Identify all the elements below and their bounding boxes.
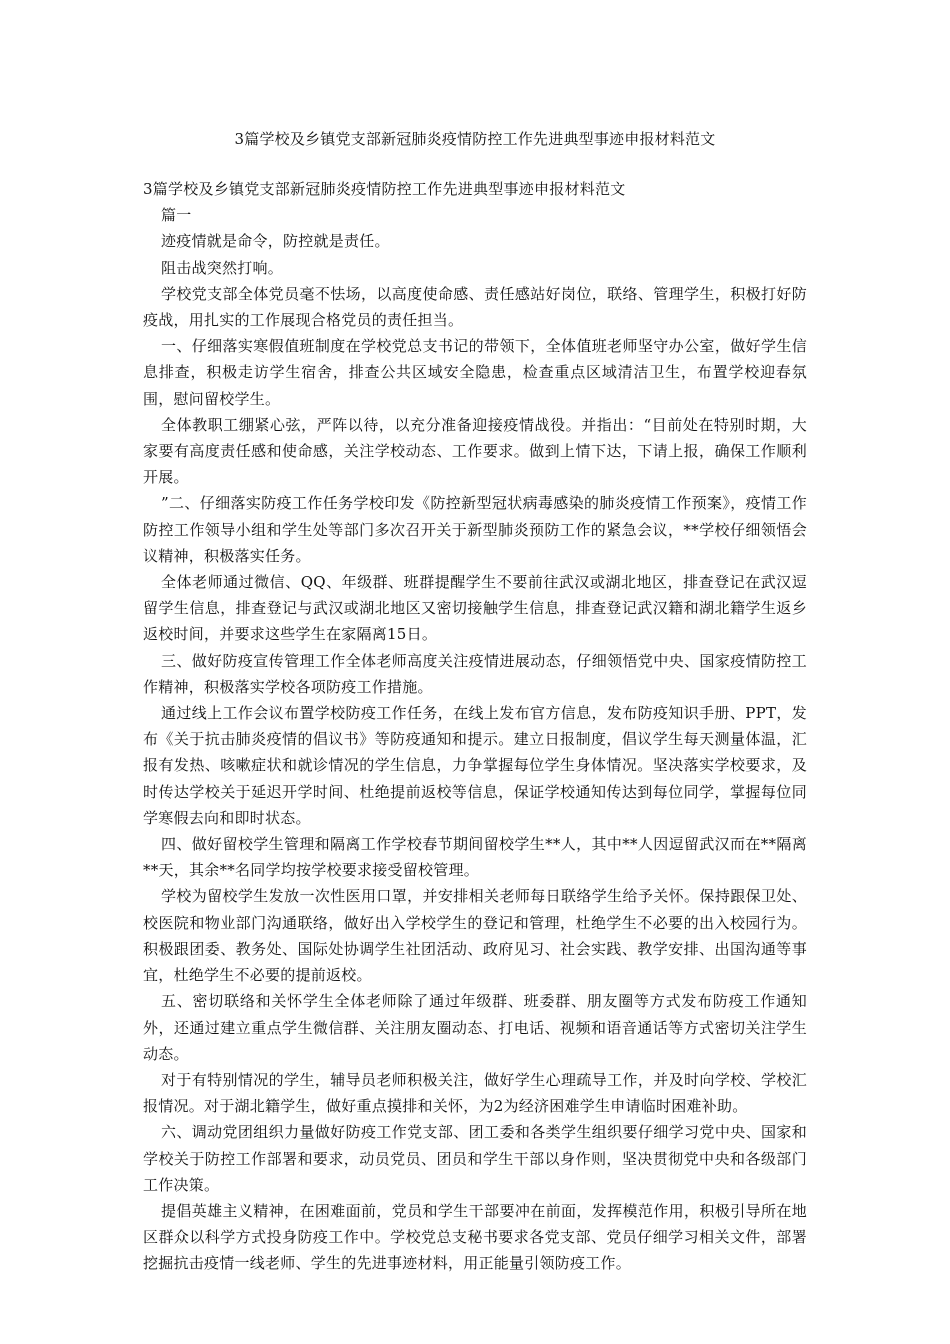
paragraph: 四、做好留校学生管理和隔离工作学校春节期间留校学生**人，其中**人因逗留武汉而在**隔离**天，其余**名同学均按学校要求接受留校管理。 bbox=[143, 835, 807, 880]
paragraph: 一、仔细落实寒假值班制度在学校党总支书记的带领下，全体值班老师坚守办公室，做好学生信息排查，积极走访学生宿舍，排查公共区域安全隐患，检查重点区域清洁卫生，布置学校迎春氛围，慰问留校学生。 bbox=[143, 337, 807, 408]
paragraph: 六、调动党团组织力量做好防疫工作党支部、团工委和各类学生组织要仔细学习党中央、国家和学校关于防控工作部署和要求，动员党员、团员和学生干部以身作则，坚决贯彻党中央和各级部门工作决策。 bbox=[143, 1123, 807, 1194]
paragraph: 迹疫情就是命令，防控就是责任。 bbox=[161, 232, 390, 251]
paragraph: 通过线上工作会议布置学校防疫工作任务，在线上发布官方信息，发布防疫知识手册、PPT，发布《关于抗击肺炎疫情的倡议书》等防疫通知和提示。建立日报制度，倡议学生每天测量体温，汇报有发热、咳嗽症状和就诊情况的学生信息，力争掌握每位学生身体情况。坚决落实学校要求，及时传达学校关于延迟开学时间、杜绝提前返校等信息，保证学校通知传达到每位同学，掌握每位同学寒假去向和即时状态。 bbox=[143, 704, 807, 827]
document-title: 3篇学校及乡镇党支部新冠肺炎疫情防控工作先进典型事迹申报材料范文 bbox=[234, 130, 716, 148]
document-body bbox=[143, 176, 807, 1277]
paragraph: 对于有特别情况的学生，辅导员老师积极关注，做好学生心理疏导工作，并及时向学校、学校汇报情况。对于湖北籍学生，做好重点摸排和关怀，为2为经济困难学生申请临时困难补助。 bbox=[143, 1070, 807, 1116]
paragraph: ”二、仔细落实防疫工作任务学校印发《防控新型冠状病毒感染的肺炎疫情工作预案》，疫情工作防控工作领导小组和学生处等部门多次召开关于新型肺炎预防工作的紧急会议，**学校仔细领悟会议精神，积极落实任务。 bbox=[143, 494, 807, 565]
paragraph: 阻击战突然打响。 bbox=[161, 258, 284, 277]
paragraph: 五、密切联络和关怀学生全体老师除了通过年级群、班委群、朋友圈等方式发布防疫工作通知外，还通过建立重点学生微信群、关注朋友圈动态、打电话、视频和语音通话等方式密切关注学生动态。 bbox=[143, 992, 807, 1063]
document-subtitle: 3篇学校及乡镇党支部新冠肺炎疫情防控工作先进典型事迹申报材料范文 bbox=[143, 180, 626, 198]
paragraph: 全体教职工绷紧心弦，严阵以待，以充分准备迎接疫情战役。并指出：“目前处在特别时期，大家要有高度责任感和使命感，关注学校动态、工作要求。做到上情下达，下请上报，确保工作顺利开展。 bbox=[143, 415, 807, 487]
section-label: 篇一 bbox=[161, 206, 192, 225]
paragraph: 提倡英雄主义精神，在困难面前，党员和学生干部要冲在前面，发挥模范作用，积极引导所在地区群众以科学方式投身防疫工作中。学校党总支秘书要求各党支部、党员仔细学习相关文件，部署挖掘抗击疫情一线老师、学生的先进事迹材料，用正能量引领防疫工作。 bbox=[143, 1201, 807, 1273]
paragraph: 学校为留校学生发放一次性医用口罩，并安排相关老师每日联络学生给予关怀。保持跟保卫处、校医院和物业部门沟通联络，做好出入学校学生的登记和管理，杜绝学生不必要的出入校园行为。积极跟团委、教务处、国际处协调学生社团活动、政府见习、社会实践、教学安排、出国沟通等事宜，杜绝学生不必要的提前返校。 bbox=[143, 887, 807, 985]
paragraph: 学校党支部全体党员毫不怯场，以高度使命感、责任感站好岗位，联络、管理学生，积极打好防疫战，用扎实的工作展现合格党员的责任担当。 bbox=[143, 284, 807, 330]
paragraph: 全体老师通过微信、QQ、年级群、班群提醒学生不要前往武汉或湖北地区，排查登记在武汉逗留学生信息，排查登记与武汉或湖北地区又密切接触学生信息，排查登记武汉籍和湖北籍学生返乡返校时间，并要求这些学生在家隔离15日。 bbox=[143, 573, 807, 644]
paragraph: 三、做好防疫宣传管理工作全体老师高度关注疫情进展动态，仔细领悟党中央、国家疫情防控工作精神，积极落实学校各项防疫工作措施。 bbox=[143, 651, 807, 696]
